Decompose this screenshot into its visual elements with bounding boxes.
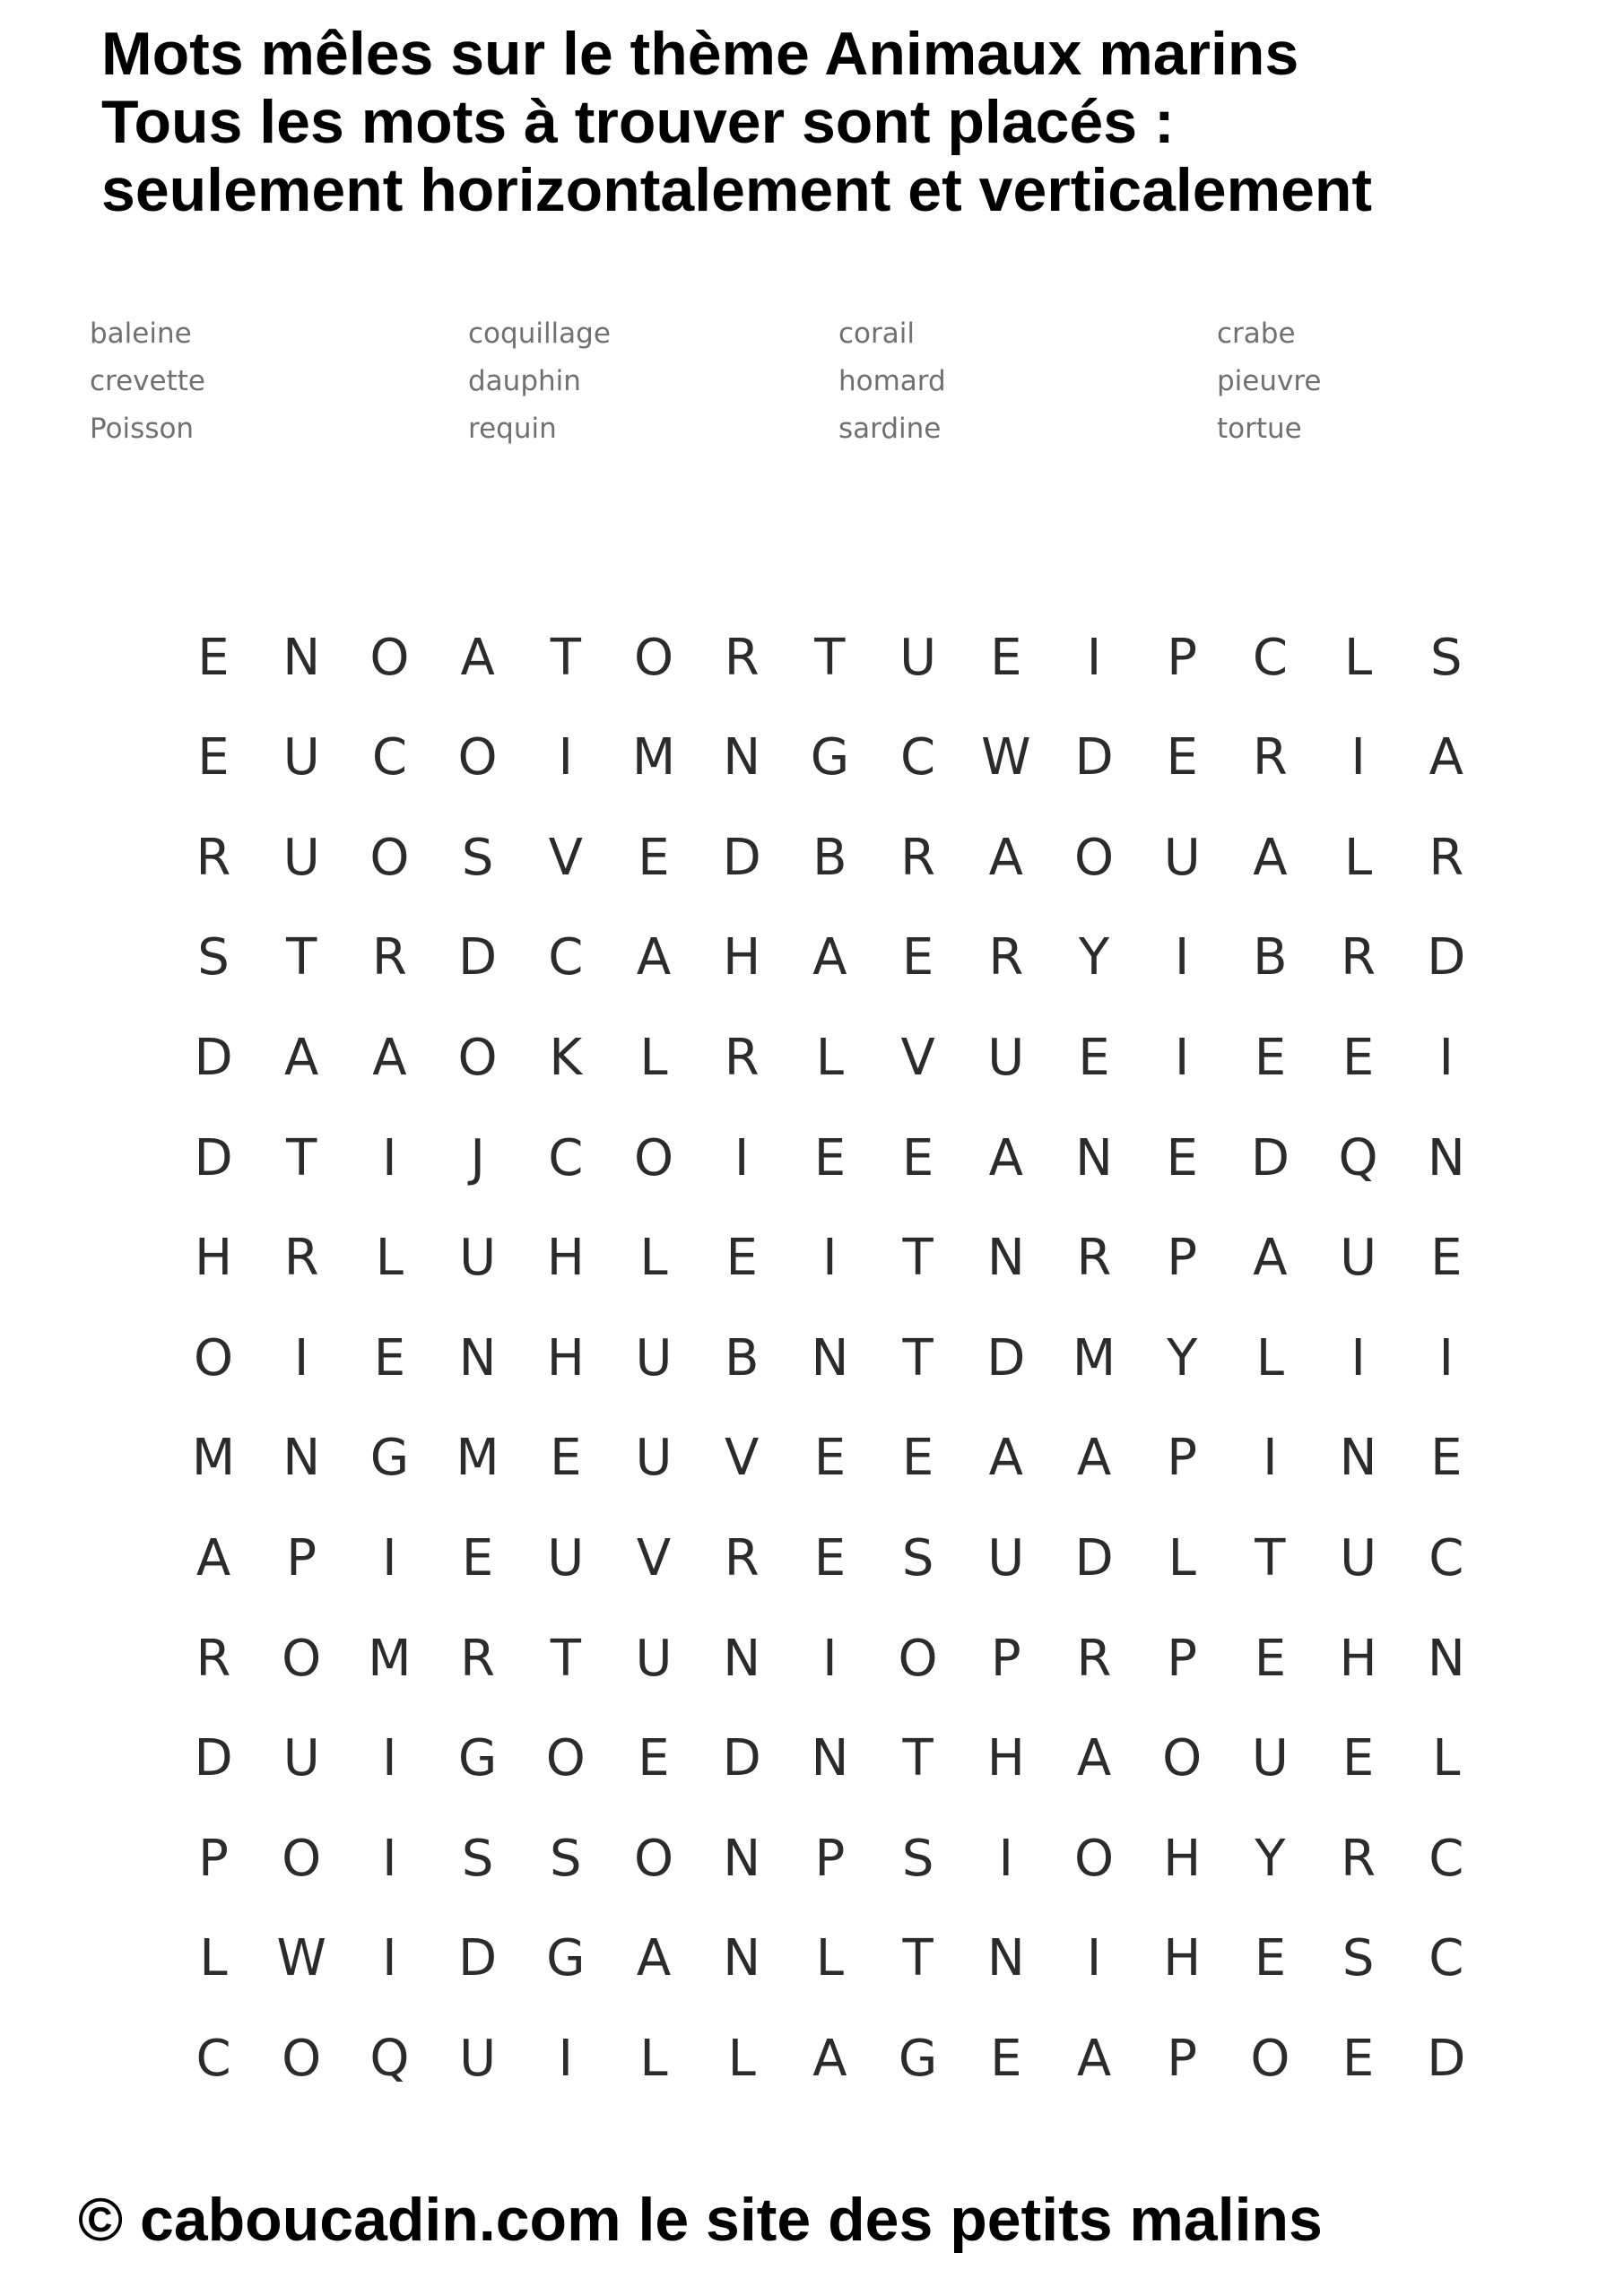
- grid-cell[interactable]: N: [986, 1929, 1025, 1988]
- grid-cell[interactable]: P: [1167, 1229, 1198, 1288]
- grid-cell[interactable]: W: [276, 1929, 326, 1988]
- grid-cell[interactable]: J: [470, 1128, 485, 1187]
- grid-cell[interactable]: M: [368, 1629, 412, 1688]
- grid-cell[interactable]: R: [1076, 1229, 1112, 1288]
- grid-cell[interactable]: T: [550, 1629, 581, 1688]
- grid-cell[interactable]: S: [461, 828, 494, 887]
- grid-cell[interactable]: S: [1430, 628, 1463, 687]
- grid-cell[interactable]: O: [369, 828, 410, 887]
- word-item: Poisson: [90, 413, 195, 445]
- word-item: requin: [468, 413, 557, 445]
- grid-cell[interactable]: S: [901, 1528, 934, 1587]
- grid-cell[interactable]: T: [550, 628, 581, 687]
- grid-cell[interactable]: P: [1167, 1429, 1198, 1488]
- grid-cell[interactable]: L: [815, 1028, 844, 1087]
- grid-cell[interactable]: L: [1255, 1328, 1284, 1387]
- grid-cell[interactable]: H: [194, 1229, 233, 1288]
- grid-cell[interactable]: A: [1253, 1229, 1288, 1288]
- grid-cell[interactable]: E: [990, 2029, 1022, 2088]
- title-line-1: Mots mêles sur le thème Animaux marins: [101, 20, 1299, 88]
- grid-cell[interactable]: D: [1074, 1528, 1114, 1587]
- grid-cell[interactable]: M: [631, 728, 676, 787]
- grid-cell[interactable]: E: [990, 628, 1022, 687]
- grid-cell[interactable]: O: [369, 628, 410, 687]
- word-item: crevette: [90, 365, 205, 397]
- grid-cell[interactable]: C: [1429, 1829, 1464, 1888]
- grid-cell[interactable]: E: [813, 1528, 847, 1587]
- grid-cell[interactable]: C: [548, 928, 584, 987]
- grid-cell[interactable]: I: [382, 1528, 397, 1587]
- grid-cell[interactable]: R: [1252, 728, 1288, 787]
- grid-cell[interactable]: T: [286, 928, 317, 987]
- grid-cell[interactable]: E: [1166, 728, 1198, 787]
- grid-cell[interactable]: U: [1340, 1229, 1377, 1288]
- grid-cell[interactable]: C: [371, 728, 407, 787]
- title-line-2: Tous les mots à trouver sont placés :: [101, 88, 1175, 156]
- grid-cell[interactable]: Y: [1255, 1829, 1286, 1888]
- grid-cell[interactable]: C: [900, 728, 936, 787]
- grid-cell[interactable]: N: [282, 628, 321, 687]
- grid-cell[interactable]: U: [459, 2029, 497, 2088]
- grid-cell[interactable]: O: [545, 1729, 586, 1788]
- grid-cell[interactable]: C: [1429, 1528, 1464, 1587]
- grid-cell[interactable]: D: [1074, 728, 1114, 787]
- grid-cell[interactable]: E: [1078, 1028, 1110, 1087]
- grid-cell[interactable]: M: [191, 1429, 236, 1488]
- grid-cell[interactable]: I: [734, 1128, 750, 1187]
- grid-cell[interactable]: O: [898, 1629, 938, 1688]
- grid-cell[interactable]: K: [549, 1028, 583, 1087]
- grid-cell[interactable]: C: [1252, 628, 1288, 687]
- grid-cell[interactable]: G: [369, 1429, 410, 1488]
- grid-cell[interactable]: U: [1251, 1729, 1289, 1788]
- grid-cell[interactable]: R: [1076, 1629, 1112, 1688]
- grid-cell[interactable]: G: [810, 728, 850, 787]
- grid-cell[interactable]: T: [902, 1929, 934, 1988]
- grid-cell[interactable]: R: [1341, 1829, 1376, 1888]
- grid-cell[interactable]: Y: [1167, 1328, 1198, 1387]
- grid-cell[interactable]: P: [1167, 1629, 1198, 1688]
- grid-cell[interactable]: I: [1086, 1929, 1102, 1988]
- grid-cell[interactable]: D: [194, 1128, 233, 1187]
- word-item: dauphin: [468, 365, 581, 397]
- grid-cell[interactable]: V: [548, 828, 583, 887]
- grid-cell[interactable]: I: [822, 1629, 838, 1688]
- word-item: coquillage: [468, 317, 611, 350]
- grid-cell[interactable]: D: [1250, 1128, 1290, 1187]
- grid-cell[interactable]: L: [639, 1229, 668, 1288]
- grid-cell[interactable]: U: [635, 1429, 673, 1488]
- word-item: sardine: [838, 413, 942, 445]
- grid-cell[interactable]: H: [546, 1328, 585, 1387]
- grid-cell[interactable]: E: [197, 628, 230, 687]
- grid-cell[interactable]: O: [457, 1028, 498, 1087]
- grid-cell[interactable]: D: [722, 828, 761, 887]
- grid-cell[interactable]: T: [1255, 1528, 1286, 1587]
- grid-cell[interactable]: I: [1174, 1028, 1190, 1087]
- grid-cell[interactable]: U: [1340, 1528, 1377, 1587]
- grid-cell[interactable]: I: [1086, 628, 1102, 687]
- word-item: tortue: [1217, 413, 1302, 445]
- grid-cell[interactable]: N: [1075, 1128, 1113, 1187]
- grid-cell[interactable]: I: [293, 1328, 309, 1387]
- grid-cell[interactable]: N: [458, 1328, 497, 1387]
- grid-cell[interactable]: P: [1167, 628, 1198, 687]
- grid-cell[interactable]: A: [988, 828, 1023, 887]
- grid-cell[interactable]: N: [1427, 1629, 1465, 1688]
- grid-cell[interactable]: I: [382, 1128, 397, 1187]
- grid-cell[interactable]: A: [636, 1929, 672, 1988]
- grid-cell[interactable]: U: [987, 1528, 1025, 1587]
- grid-cell[interactable]: B: [812, 828, 847, 887]
- grid-cell[interactable]: T: [902, 1328, 934, 1387]
- grid-cell[interactable]: G: [898, 2029, 938, 2088]
- grid-cell[interactable]: O: [193, 1328, 234, 1387]
- grid-cell[interactable]: P: [814, 1829, 846, 1888]
- grid-cell[interactable]: D: [458, 1929, 498, 1988]
- grid-cell[interactable]: D: [1427, 2029, 1466, 2088]
- grid-cell[interactable]: O: [633, 1829, 674, 1888]
- grid-cell[interactable]: I: [382, 1729, 397, 1788]
- grid-cell[interactable]: U: [547, 1528, 585, 1587]
- grid-cell[interactable]: R: [724, 1028, 760, 1087]
- grid-cell[interactable]: H: [546, 1229, 585, 1288]
- grid-cell[interactable]: U: [1163, 828, 1201, 887]
- grid-cell[interactable]: N: [723, 1629, 761, 1688]
- grid-cell[interactable]: A: [812, 2029, 847, 2088]
- grid-cell[interactable]: M: [1072, 1328, 1116, 1387]
- grid-cell[interactable]: U: [282, 728, 320, 787]
- grid-cell[interactable]: O: [282, 1829, 322, 1888]
- grid-cell[interactable]: U: [899, 628, 937, 687]
- grid-cell[interactable]: E: [901, 1429, 934, 1488]
- grid-cell[interactable]: A: [372, 1028, 407, 1087]
- grid-cell[interactable]: I: [1350, 1328, 1366, 1387]
- grid-cell[interactable]: A: [988, 1429, 1023, 1488]
- grid-cell[interactable]: H: [986, 1729, 1025, 1788]
- grid-cell[interactable]: N: [1427, 1128, 1465, 1187]
- grid-cell[interactable]: V: [725, 1429, 760, 1488]
- grid-cell[interactable]: L: [639, 1028, 668, 1087]
- grid-cell[interactable]: T: [814, 628, 846, 687]
- grid-cell[interactable]: I: [1263, 1429, 1278, 1488]
- grid-cell[interactable]: O: [457, 728, 498, 787]
- grid-cell[interactable]: I: [1438, 1328, 1455, 1387]
- grid-cell[interactable]: A: [1076, 2029, 1112, 2088]
- grid-cell[interactable]: P: [1167, 2029, 1198, 2088]
- grid-cell[interactable]: D: [722, 1729, 761, 1788]
- grid-cell[interactable]: H: [1163, 1829, 1202, 1888]
- grid-cell[interactable]: U: [987, 1028, 1025, 1087]
- grid-cell[interactable]: C: [548, 1128, 584, 1187]
- grid-cell[interactable]: E: [638, 828, 670, 887]
- grid-cell[interactable]: E: [550, 1429, 582, 1488]
- grid-cell[interactable]: D: [194, 1028, 233, 1087]
- grid-cell[interactable]: T: [902, 1229, 934, 1288]
- grid-cell[interactable]: S: [461, 1829, 494, 1888]
- grid-cell[interactable]: U: [282, 1729, 320, 1788]
- grid-cell[interactable]: G: [457, 1729, 498, 1788]
- word-item: corail: [838, 317, 915, 350]
- grid-cell[interactable]: L: [639, 2029, 668, 2088]
- grid-cell[interactable]: D: [194, 1729, 233, 1788]
- grid-cell[interactable]: L: [199, 1929, 228, 1988]
- grid-cell[interactable]: I: [998, 1829, 1014, 1888]
- grid-cell[interactable]: I: [1438, 1028, 1455, 1087]
- footer-copyright: © caboucadin.com le site des petits malins: [78, 2186, 1323, 2254]
- grid-cell[interactable]: R: [724, 628, 760, 687]
- grid-cell[interactable]: L: [375, 1229, 404, 1288]
- grid-cell[interactable]: L: [1343, 828, 1373, 887]
- grid-cell[interactable]: H: [723, 928, 761, 987]
- word-item: homard: [838, 365, 946, 397]
- grid-cell[interactable]: O: [282, 2029, 322, 2088]
- grid-cell[interactable]: R: [900, 828, 936, 887]
- grid-cell[interactable]: I: [1174, 928, 1190, 987]
- title-line-3: seulement horizontalement et verticalement: [101, 156, 1373, 224]
- grid-cell[interactable]: O: [633, 628, 674, 687]
- grid-cell[interactable]: L: [815, 1929, 844, 1988]
- grid-cell[interactable]: C: [195, 2029, 231, 2088]
- grid-cell[interactable]: S: [550, 1829, 582, 1888]
- grid-cell[interactable]: R: [283, 1229, 319, 1288]
- grid-cell[interactable]: P: [198, 1829, 229, 1888]
- grid-cell[interactable]: E: [197, 728, 230, 787]
- grid-cell[interactable]: A: [1076, 1729, 1112, 1788]
- word-item: crabe: [1217, 317, 1296, 350]
- grid-cell[interactable]: I: [558, 728, 574, 787]
- grid-cell[interactable]: O: [282, 1629, 322, 1688]
- grid-cell[interactable]: D: [1427, 928, 1466, 987]
- grid-cell[interactable]: R: [988, 928, 1024, 987]
- grid-cell[interactable]: Y: [1078, 928, 1110, 987]
- grid-cell[interactable]: E: [1254, 1028, 1287, 1087]
- grid-cell[interactable]: V: [900, 1028, 935, 1087]
- grid-cell[interactable]: O: [1162, 1729, 1203, 1788]
- grid-cell[interactable]: N: [986, 1229, 1025, 1288]
- grid-cell[interactable]: M: [456, 1429, 499, 1488]
- grid-cell[interactable]: A: [636, 928, 672, 987]
- grid-cell[interactable]: E: [813, 1429, 847, 1488]
- grid-cell[interactable]: U: [282, 828, 320, 887]
- grid-cell[interactable]: E: [725, 1229, 758, 1288]
- grid-cell[interactable]: E: [373, 1328, 406, 1387]
- grid-cell[interactable]: S: [901, 1829, 934, 1888]
- grid-cell[interactable]: E: [1342, 1729, 1375, 1788]
- grid-cell[interactable]: A: [1076, 1429, 1112, 1488]
- grid-cell[interactable]: E: [901, 1128, 934, 1187]
- grid-cell[interactable]: S: [197, 928, 230, 987]
- grid-cell[interactable]: D: [986, 1328, 1026, 1387]
- grid-cell[interactable]: U: [459, 1229, 497, 1288]
- grid-cell[interactable]: I: [558, 2029, 574, 2088]
- grid-cell[interactable]: N: [723, 1929, 761, 1988]
- grid-cell[interactable]: U: [635, 1629, 673, 1688]
- grid-cell[interactable]: L: [727, 2029, 756, 2088]
- grid-cell[interactable]: R: [1341, 928, 1376, 987]
- grid-cell[interactable]: E: [1342, 1028, 1375, 1087]
- grid-cell[interactable]: B: [1253, 928, 1288, 987]
- grid-cell[interactable]: U: [635, 1328, 673, 1387]
- grid-cell[interactable]: H: [1339, 1629, 1377, 1688]
- grid-cell[interactable]: R: [371, 928, 407, 987]
- grid-cell[interactable]: R: [724, 1528, 760, 1587]
- grid-cell[interactable]: H: [1163, 1929, 1202, 1988]
- grid-cell[interactable]: N: [811, 1729, 849, 1788]
- grid-cell[interactable]: O: [1073, 828, 1115, 887]
- grid-cell[interactable]: B: [724, 1328, 760, 1387]
- grid-cell[interactable]: P: [286, 1528, 317, 1587]
- grid-cell[interactable]: E: [461, 1528, 494, 1587]
- grid-cell[interactable]: E: [901, 928, 934, 987]
- grid-cell[interactable]: I: [382, 1829, 397, 1888]
- grid-cell[interactable]: V: [636, 1528, 672, 1587]
- grid-cell[interactable]: O: [1073, 1829, 1115, 1888]
- grid-cell[interactable]: E: [813, 1128, 847, 1187]
- grid-cell[interactable]: O: [633, 1128, 674, 1187]
- grid-cell[interactable]: S: [1342, 1929, 1375, 1988]
- grid-cell[interactable]: A: [1253, 828, 1288, 887]
- grid-cell[interactable]: E: [1166, 1128, 1198, 1187]
- grid-cell[interactable]: N: [282, 1429, 321, 1488]
- grid-cell[interactable]: I: [382, 1929, 397, 1988]
- grid-cell[interactable]: A: [1429, 728, 1463, 787]
- word-item: baleine: [90, 317, 192, 350]
- grid-cell[interactable]: E: [638, 1729, 670, 1788]
- grid-cell[interactable]: L: [1168, 1528, 1196, 1587]
- grid-cell[interactable]: O: [1250, 2029, 1290, 2088]
- grid-cell[interactable]: G: [546, 1929, 586, 1988]
- grid-cell[interactable]: N: [811, 1328, 849, 1387]
- grid-cell[interactable]: R: [195, 828, 231, 887]
- grid-cell[interactable]: A: [812, 928, 847, 987]
- grid-cell[interactable]: A: [195, 1528, 231, 1587]
- grid-cell[interactable]: T: [902, 1729, 934, 1788]
- grid-cell[interactable]: W: [981, 728, 1031, 787]
- grid-cell[interactable]: R: [1429, 828, 1464, 887]
- grid-cell[interactable]: A: [460, 628, 495, 687]
- grid-cell[interactable]: Q: [1338, 1128, 1378, 1187]
- grid-cell[interactable]: C: [1429, 1929, 1464, 1988]
- grid-cell[interactable]: E: [1342, 2029, 1375, 2088]
- grid-cell[interactable]: T: [286, 1128, 317, 1187]
- grid-cell[interactable]: I: [1350, 728, 1366, 787]
- grid-cell[interactable]: L: [1343, 628, 1373, 687]
- grid-cell[interactable]: E: [1254, 1929, 1287, 1988]
- grid-cell[interactable]: E: [1430, 1229, 1463, 1288]
- grid-cell[interactable]: N: [723, 728, 761, 787]
- grid-cell[interactable]: D: [458, 928, 498, 987]
- grid-cell[interactable]: N: [1339, 1429, 1377, 1488]
- grid-cell[interactable]: P: [990, 1629, 1021, 1688]
- grid-cell[interactable]: Q: [369, 2029, 410, 2088]
- grid-cell[interactable]: A: [284, 1028, 319, 1087]
- word-item: pieuvre: [1217, 365, 1322, 397]
- grid-cell[interactable]: L: [1432, 1729, 1461, 1788]
- grid-cell[interactable]: R: [195, 1629, 231, 1688]
- grid-cell[interactable]: I: [822, 1229, 838, 1288]
- grid-cell[interactable]: E: [1254, 1629, 1287, 1688]
- grid-cell[interactable]: E: [1430, 1429, 1463, 1488]
- grid-cell[interactable]: R: [460, 1629, 496, 1688]
- grid-cell[interactable]: N: [723, 1829, 761, 1888]
- grid-cell[interactable]: A: [988, 1128, 1023, 1187]
